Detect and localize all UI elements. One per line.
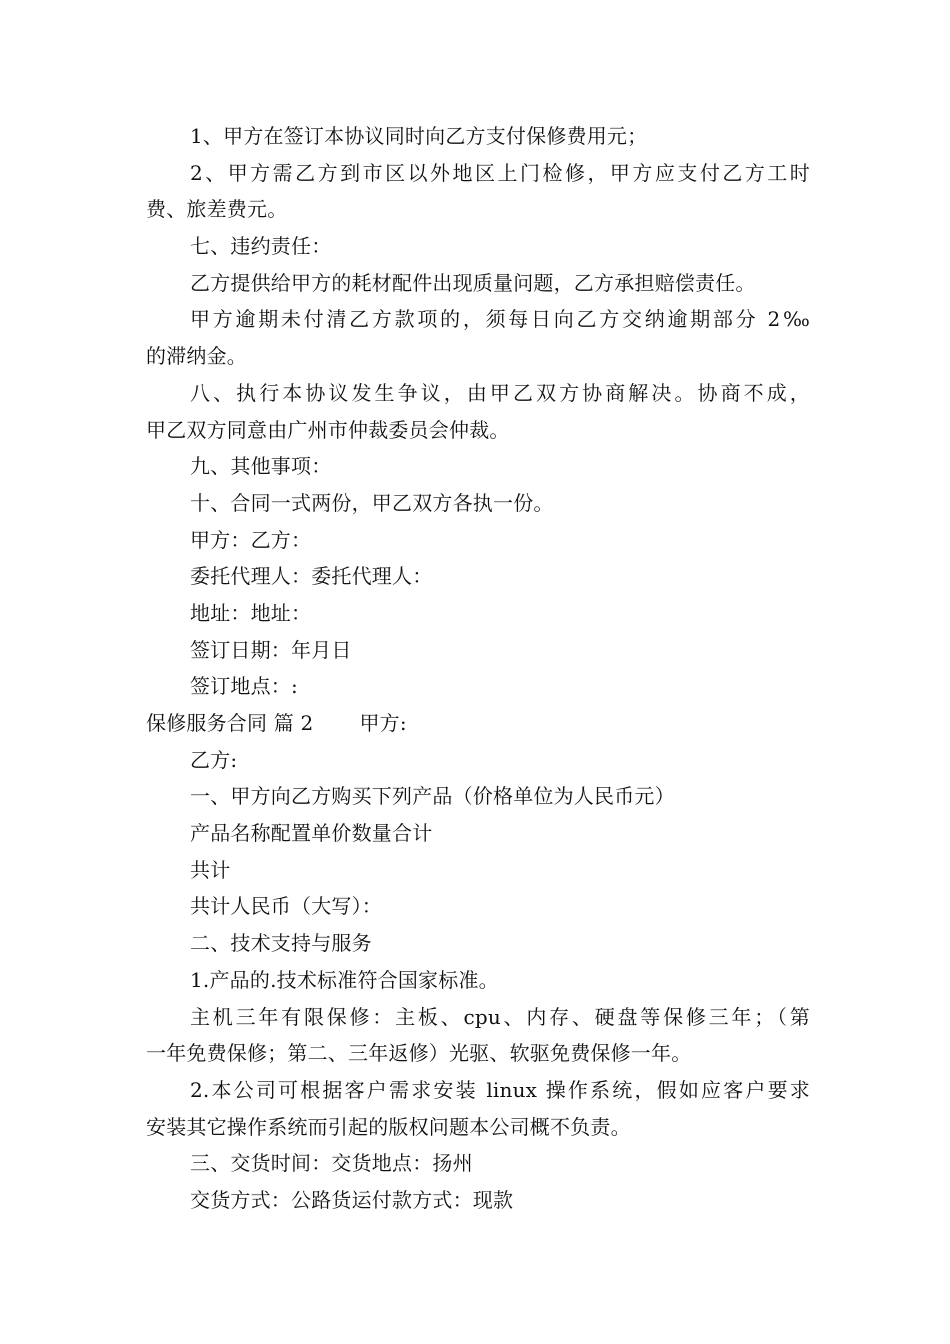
- paragraph-line: 乙方提供给甲方的耗材配件出现质量问题，乙方承担赔偿责任。: [190, 270, 756, 295]
- paragraph-line: 产品名称配置单价数量合计: [190, 821, 433, 846]
- paragraph-line: 2、甲方需乙方到市区以外地区上门检修，甲方应支付乙方工时: [190, 160, 810, 185]
- contract-part-2: [146, 742, 810, 1219]
- paragraph-line: 2.本公司可根据客户需求安装 linux 操作系统，假如应客户要求: [190, 1077, 810, 1102]
- paragraph-line: 费、旅差费元。: [146, 197, 288, 222]
- paragraph-line: 一、甲方向乙方购买下列产品（价格单位为人民币元）: [190, 784, 675, 809]
- paragraph-line: 乙方:: [190, 747, 238, 772]
- paragraph-line: 共计: [190, 857, 231, 882]
- paragraph-line: 安装其它操作系统而引起的版权问题本公司概不负责。: [146, 1114, 631, 1139]
- paragraph-line: 甲方：乙方：: [190, 527, 312, 552]
- document-body: [146, 118, 810, 1219]
- paragraph-line: 甲乙双方同意由广州市仲裁委员会仲裁。: [146, 417, 510, 442]
- paragraph-line: 甲方逾期未付清乙方款项的，须每日向乙方交纳逾期部分 2‰: [190, 307, 810, 332]
- contract-title: 保修服务合同 篇 2: [146, 711, 314, 735]
- paragraph-line: 十、合同一式两份，甲乙双方各执一份。: [190, 490, 554, 515]
- paragraph-line: 八、执行本协议发生争议，由甲乙双方协商解决。协商不成，: [190, 380, 810, 405]
- paragraph-line: 签订日期：年月日: [190, 637, 352, 662]
- paragraph-line: 一年免费保修；第二、三年返修）光驱、软驱免费保修一年。: [146, 1041, 692, 1066]
- party-a-label: 甲方:: [359, 711, 407, 735]
- paragraph-line: 交货方式：公路货运付款方式：现款: [190, 1187, 514, 1212]
- paragraph-line: 委托代理人：委托代理人：: [190, 564, 433, 589]
- paragraph-line: 1、甲方在签订本协议同时向乙方支付保修费用元；: [190, 124, 648, 148]
- paragraph-line: 主机三年有限保修：主板、cpu、内存、硬盘等保修三年；（第: [190, 1004, 810, 1029]
- paragraph-line: 三、交货时间：交货地点：扬州: [190, 1151, 473, 1176]
- paragraph-line: 七、违约责任：: [190, 234, 332, 259]
- paragraph-line: 签订地点：:: [190, 674, 298, 699]
- paragraph-line: 的滞纳金。: [146, 344, 247, 369]
- paragraph-line: 地址：地址：: [190, 600, 312, 625]
- section-heading-line: [146, 705, 810, 742]
- contract-part-1: [146, 118, 810, 705]
- paragraph-line: 九、其他事项：: [190, 454, 332, 479]
- paragraph-line: 1.产品的.技术标准符合国家标准。: [190, 967, 499, 992]
- paragraph-line: 共计人民币（大写）：: [190, 894, 382, 919]
- paragraph-line: 二、技术支持与服务: [190, 931, 372, 956]
